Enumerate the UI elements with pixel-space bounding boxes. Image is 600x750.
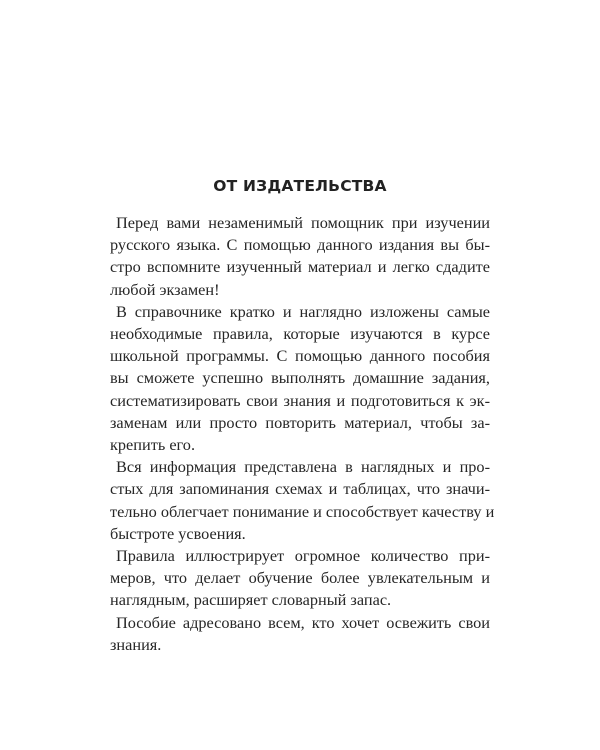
text-line: быстроте усвоения. xyxy=(110,523,246,543)
text-line: наглядным, расширяет словарный запас. xyxy=(110,590,392,610)
text-line: меров, что делает обучение более увлекательным и xyxy=(110,568,490,588)
text-line: тельно облегчает понимание и способствует качеству и xyxy=(110,501,495,521)
text-line: вы сможете успешно выполнять домашние задания, xyxy=(110,368,490,388)
foreword-text xyxy=(110,212,495,656)
text-line: В справочнике кратко и наглядно изложены самые xyxy=(116,301,490,321)
paragraph-4 xyxy=(110,545,490,612)
text-line: стро вспомните изученный материал и легко сдадите xyxy=(110,257,490,277)
page-title: ОТ ИЗДАТЕЛЬСТВА xyxy=(213,177,387,195)
text-line: Пособие адресовано всем, кто хочет освежить свои xyxy=(116,612,490,632)
text-line: Вся информация представлена в наглядных и про- xyxy=(116,457,490,477)
text-line: школьной программы. С помощью данного пособия xyxy=(110,346,490,366)
text-line: любой экзамен! xyxy=(110,279,220,299)
paragraph-3 xyxy=(110,456,495,545)
paragraph-2 xyxy=(110,301,490,456)
text-line: знания. xyxy=(110,634,162,654)
text-line: заменам или просто повторить материал, чтобы за- xyxy=(110,412,490,432)
text-line: Правила иллюстрирует огромное количество при- xyxy=(116,546,490,566)
paragraph-5 xyxy=(110,612,490,656)
text-line: русского языка. С помощью данного издания вы бы- xyxy=(110,235,490,255)
text-line: стых для запоминания схемах и таблицах, что значи- xyxy=(110,479,490,499)
paragraph-1 xyxy=(110,212,490,301)
text-line: крепить его. xyxy=(110,435,196,455)
text-line: систематизировать свои знания и подготовиться к эк- xyxy=(110,390,490,410)
text-line: необходимые правила, которые изучаются в курсе xyxy=(110,324,490,344)
text-line: Перед вами незаменимый помощник при изучении xyxy=(116,213,490,232)
